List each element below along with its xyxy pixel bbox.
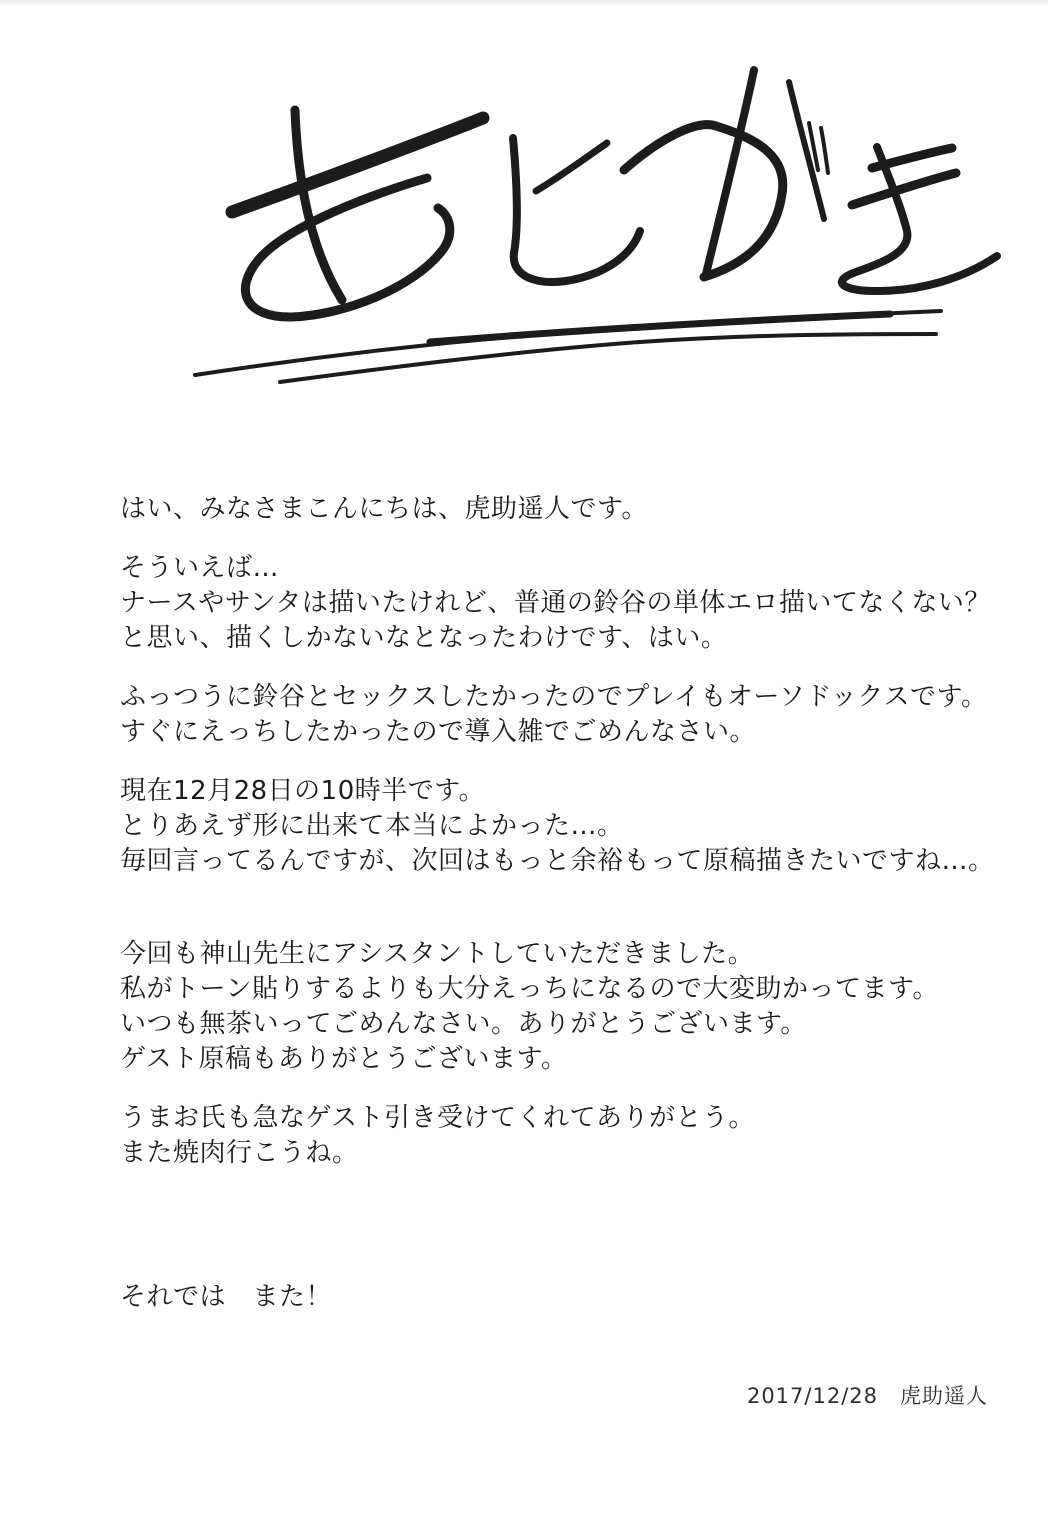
text-line: 現在12月28日の10時半です。 (120, 776, 486, 806)
text-line: 今回も神山先生にアシスタントしていただきました。 (120, 939, 755, 969)
text-line: はい、みなさまこんにちは、虎助遥人です。 (120, 494, 648, 524)
text-line: そういえば… (120, 553, 280, 583)
text-line: また焼肉行こうね。 (120, 1138, 359, 1168)
text-line: ゲスト原稿もありがとうございます。 (120, 1044, 568, 1074)
afterword-title (0, 0, 1048, 430)
text-line: うまお氏も急なゲスト引き受けてくれてありがとう。 (120, 1103, 755, 1133)
date-credit: 2017/12/28 虎助遥人 (746, 1384, 988, 1408)
atogaki-handwritten-title-art (0, 0, 1048, 430)
char-ki (842, 147, 997, 291)
text-line: とりあえず形に出来て本当によかった…。 (120, 811, 624, 841)
paragraph (120, 1101, 1008, 1171)
text-line: 私がトーン貼りするよりも大分えっちになるので大変助かってます。 (120, 974, 939, 1004)
text-line: 毎回言ってるんですが、次回はもっと余裕もって原稿描きたいですね…。 (120, 846, 995, 876)
text-line: ふっつうに鈴谷とセックスしたかったのでプレイもオーソドックスです。 (120, 682, 988, 712)
char-to (513, 138, 640, 282)
char-a (232, 110, 483, 317)
paragraph (120, 774, 1008, 879)
afterword-body (120, 492, 1008, 1315)
paragraph (120, 1280, 1008, 1315)
text-line: それでは また！ (120, 1282, 333, 1312)
underline-flourish (195, 311, 941, 382)
paragraph (120, 937, 1008, 1077)
paragraph (120, 680, 1008, 750)
text-line: いつも無茶いってごめんなさい。ありがとうございます。 (120, 1009, 807, 1039)
text-line: ナースやサンタは描いたけれど、普通の鈴谷の単体エロ描いてなくない？ (120, 588, 991, 618)
paragraph (120, 551, 1008, 656)
text-line: すぐにえっちしたかったので導入雑でごめんなさい。 (120, 717, 757, 747)
char-ga (624, 70, 828, 277)
paragraph (120, 492, 1008, 527)
text-line: と思い、描くしかないなとなったわけです、はい。 (120, 623, 728, 653)
